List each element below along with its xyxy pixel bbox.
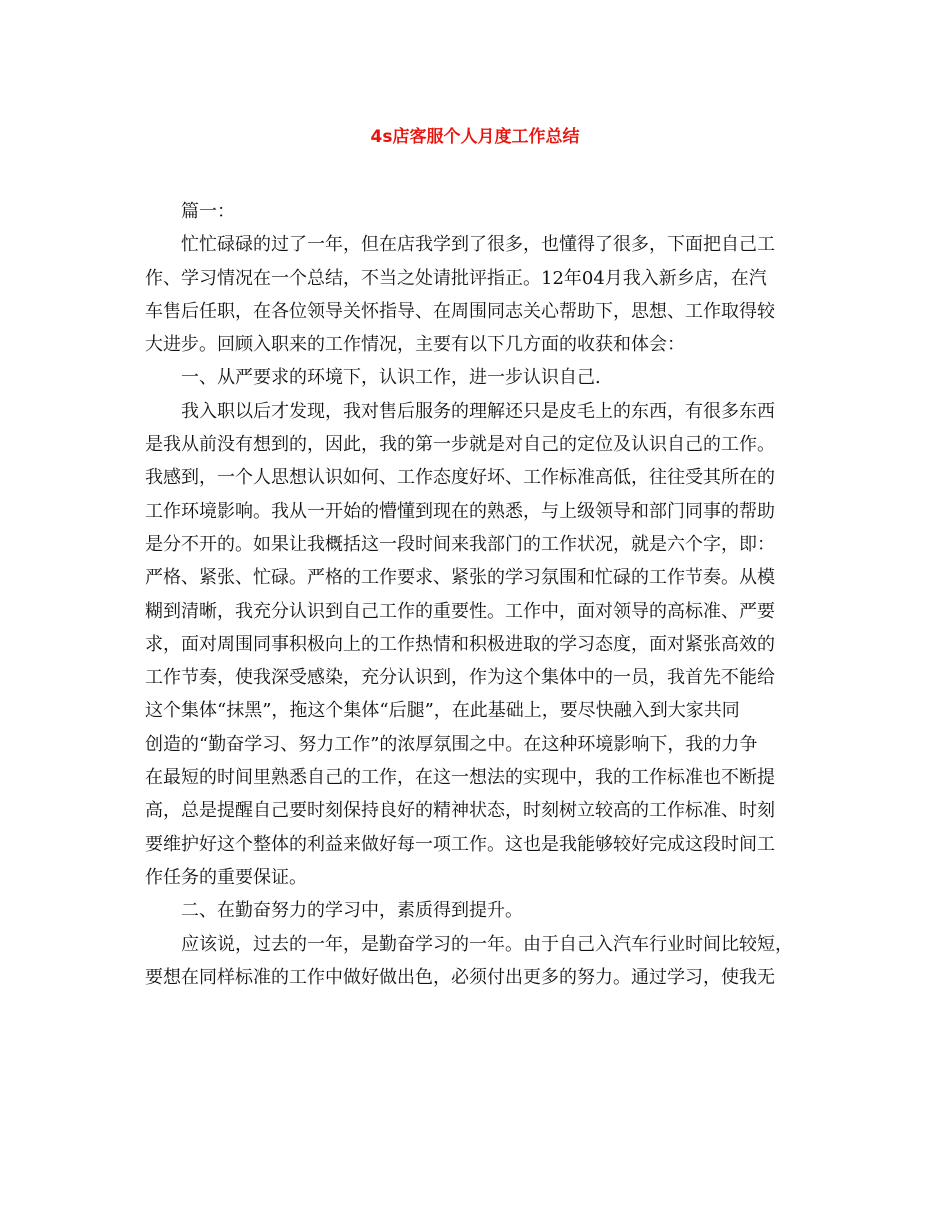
text-line: 是分不开的。如果让我概括这一段时间来我部门的工作状况，就是六个字，即： (145, 533, 775, 555)
text-line: 求，面对周围同事积极向上的工作热情和积极进取的学习态度，面对紧张高效的 (145, 633, 775, 655)
text-line: 工作环境影响。我从一开始的懵懂到现在的熟悉，与上级领导和部门同事的帮助 (145, 500, 775, 522)
text-line: 工作节奏，使我深受感染，充分认识到，作为这个集体中的一员，我首先不能给 (145, 667, 775, 689)
document-body (145, 195, 805, 994)
text-line: 创造的“勤奋学习、努力工作”的浓厚氛围之中。在这种环境影响下，我的力争 (145, 733, 758, 755)
text-line: 我感到，一个人思想认识如何、工作态度好坏、工作标准高低，往往受其所在的 (145, 467, 775, 489)
text-line: 篇一： (181, 201, 235, 222)
text-line: 作、学习情况在一个总结，不当之处请批评指正。12年04月我入新乡店，在汽 (145, 267, 767, 289)
text-line: 一、从严要求的环境下，认识工作，进一步认识自己. (181, 367, 601, 389)
text-line: 要想在同样标准的工作中做好做出色，必须付出更多的努力。通过学习，使我无 (145, 966, 775, 988)
document-title: 4s店客服个人月度工作总结 (370, 127, 580, 147)
text-line: 应该说，过去的一年，是勤奋学习的一年。由于自己入汽车行业时间比较短， (181, 933, 793, 955)
text-line: 是我从前没有想到的，因此，我的第一步就是对自己的定位及认识自己的工作。 (145, 434, 775, 456)
text-line: 忙忙碌碌的过了一年，但在店我学到了很多，也懂得了很多，下面把自己工 (181, 234, 775, 256)
text-line: 在最短的时间里熟悉自己的工作，在这一想法的实现中，我的工作标准也不断提 (145, 767, 775, 789)
text-line: 我入职以后才发现，我对售后服务的理解还只是皮毛上的东西，有很多东西 (181, 400, 775, 422)
text-line: 这个集体“抹黑”，拖这个集体“后腿”，在此基础上，要尽快融入到大家共同 (145, 700, 740, 722)
text-line: 糊到清晰，我充分认识到自己工作的重要性。工作中，面对领导的高标准、严要 (145, 600, 775, 622)
text-line: 车售后任职，在各位领导关怀指导、在周围同志关心帮助下，思想、工作取得较 (145, 300, 775, 322)
text-line: 大进步。回顾入职来的工作情况，主要有以下几方面的收获和体会： (145, 334, 685, 356)
text-line: 二、在勤奋努力的学习中，素质得到提升。 (181, 900, 523, 922)
text-line: 严格、紧张、忙碌。严格的工作要求、紧张的学习氛围和忙碌的工作节奏。从模 (145, 567, 775, 589)
text-line: 高，总是提醒自己要时刻保持良好的精神状态，时刻树立较高的工作标准、时刻 (145, 800, 775, 822)
text-line: 作任务的重要保证。 (145, 866, 307, 888)
text-line: 要维护好这个整体的利益来做好每一项工作。这也是我能够较好完成这段时间工 (145, 833, 775, 855)
